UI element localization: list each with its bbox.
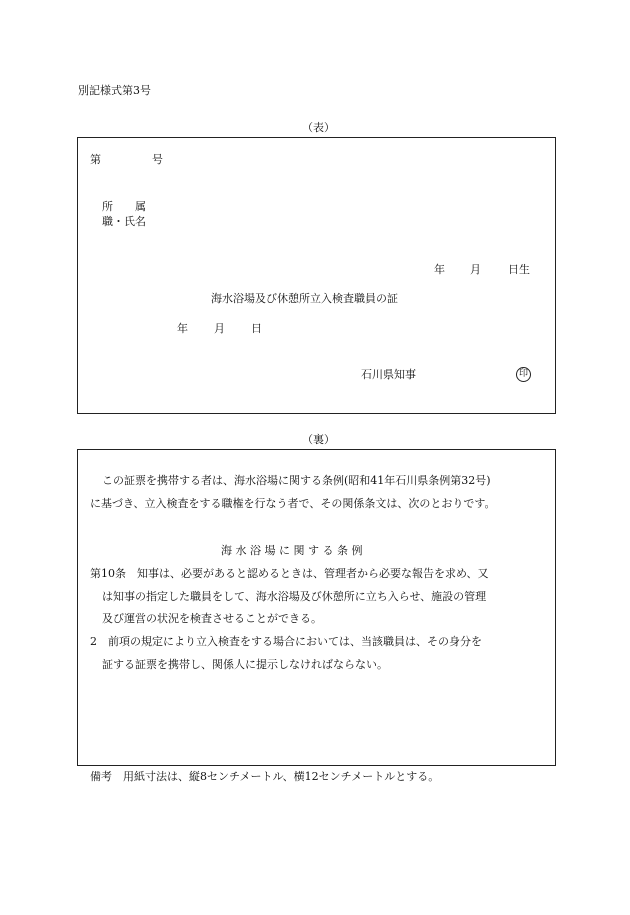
remarks-note: 備考 用紙寸法は、縦8センチメートル、横12センチメートルとする。: [90, 770, 440, 783]
article-10-line-1: 第10条 知事は、必要があると認めるときは、管理者から必要な報告を求め、又: [90, 567, 489, 580]
paragraph-2-line-1: 2 前項の規定により立入検査をする場合においては、当該職員は、その身分を: [90, 635, 482, 648]
position-name-label: 職・氏名: [102, 215, 146, 228]
paragraph-2-line-2: 証する証票を携帯し、関係人に提示しなければならない。: [102, 658, 388, 671]
seal-mark: 印: [516, 367, 531, 382]
issuer-name: 石川県知事: [361, 368, 416, 381]
article-10-line-2: は知事の指定した職員をして、海水浴場及び休憩所に立ち入らせ、施設の管理: [102, 590, 487, 603]
ordinance-title: 海 水 浴 場 に 関 す る 条 例: [221, 544, 363, 557]
birth-day-label: 日生: [508, 263, 530, 276]
front-card: [77, 137, 556, 414]
issue-year-label: 年: [177, 322, 188, 335]
certificate-title: 海水浴場及び休憩所立入検査職員の証: [211, 292, 398, 305]
issue-day-label: 日: [251, 322, 262, 335]
number-suffix: 号: [152, 153, 163, 166]
intro-line-1: この証票を携帯する者は、海水浴場に関する条例(昭和41年石川県条例第32号): [102, 474, 491, 487]
issue-month-label: 月: [214, 322, 225, 335]
birth-month-label: 月: [470, 263, 481, 276]
number-prefix: 第: [90, 153, 101, 166]
back-caption: （裏）: [302, 433, 335, 446]
form-number-label: 別記様式第3号: [78, 84, 151, 97]
intro-line-2: に基づき、立入検査をする職権を行なう者で、その関係条文は、次のとおりです。: [90, 497, 496, 510]
birth-year-label: 年: [434, 263, 445, 276]
front-caption: （表）: [302, 121, 335, 134]
article-10-line-3: 及び運営の状況を検査させることができる。: [102, 612, 322, 625]
affiliation-label: 所 属: [102, 200, 146, 213]
